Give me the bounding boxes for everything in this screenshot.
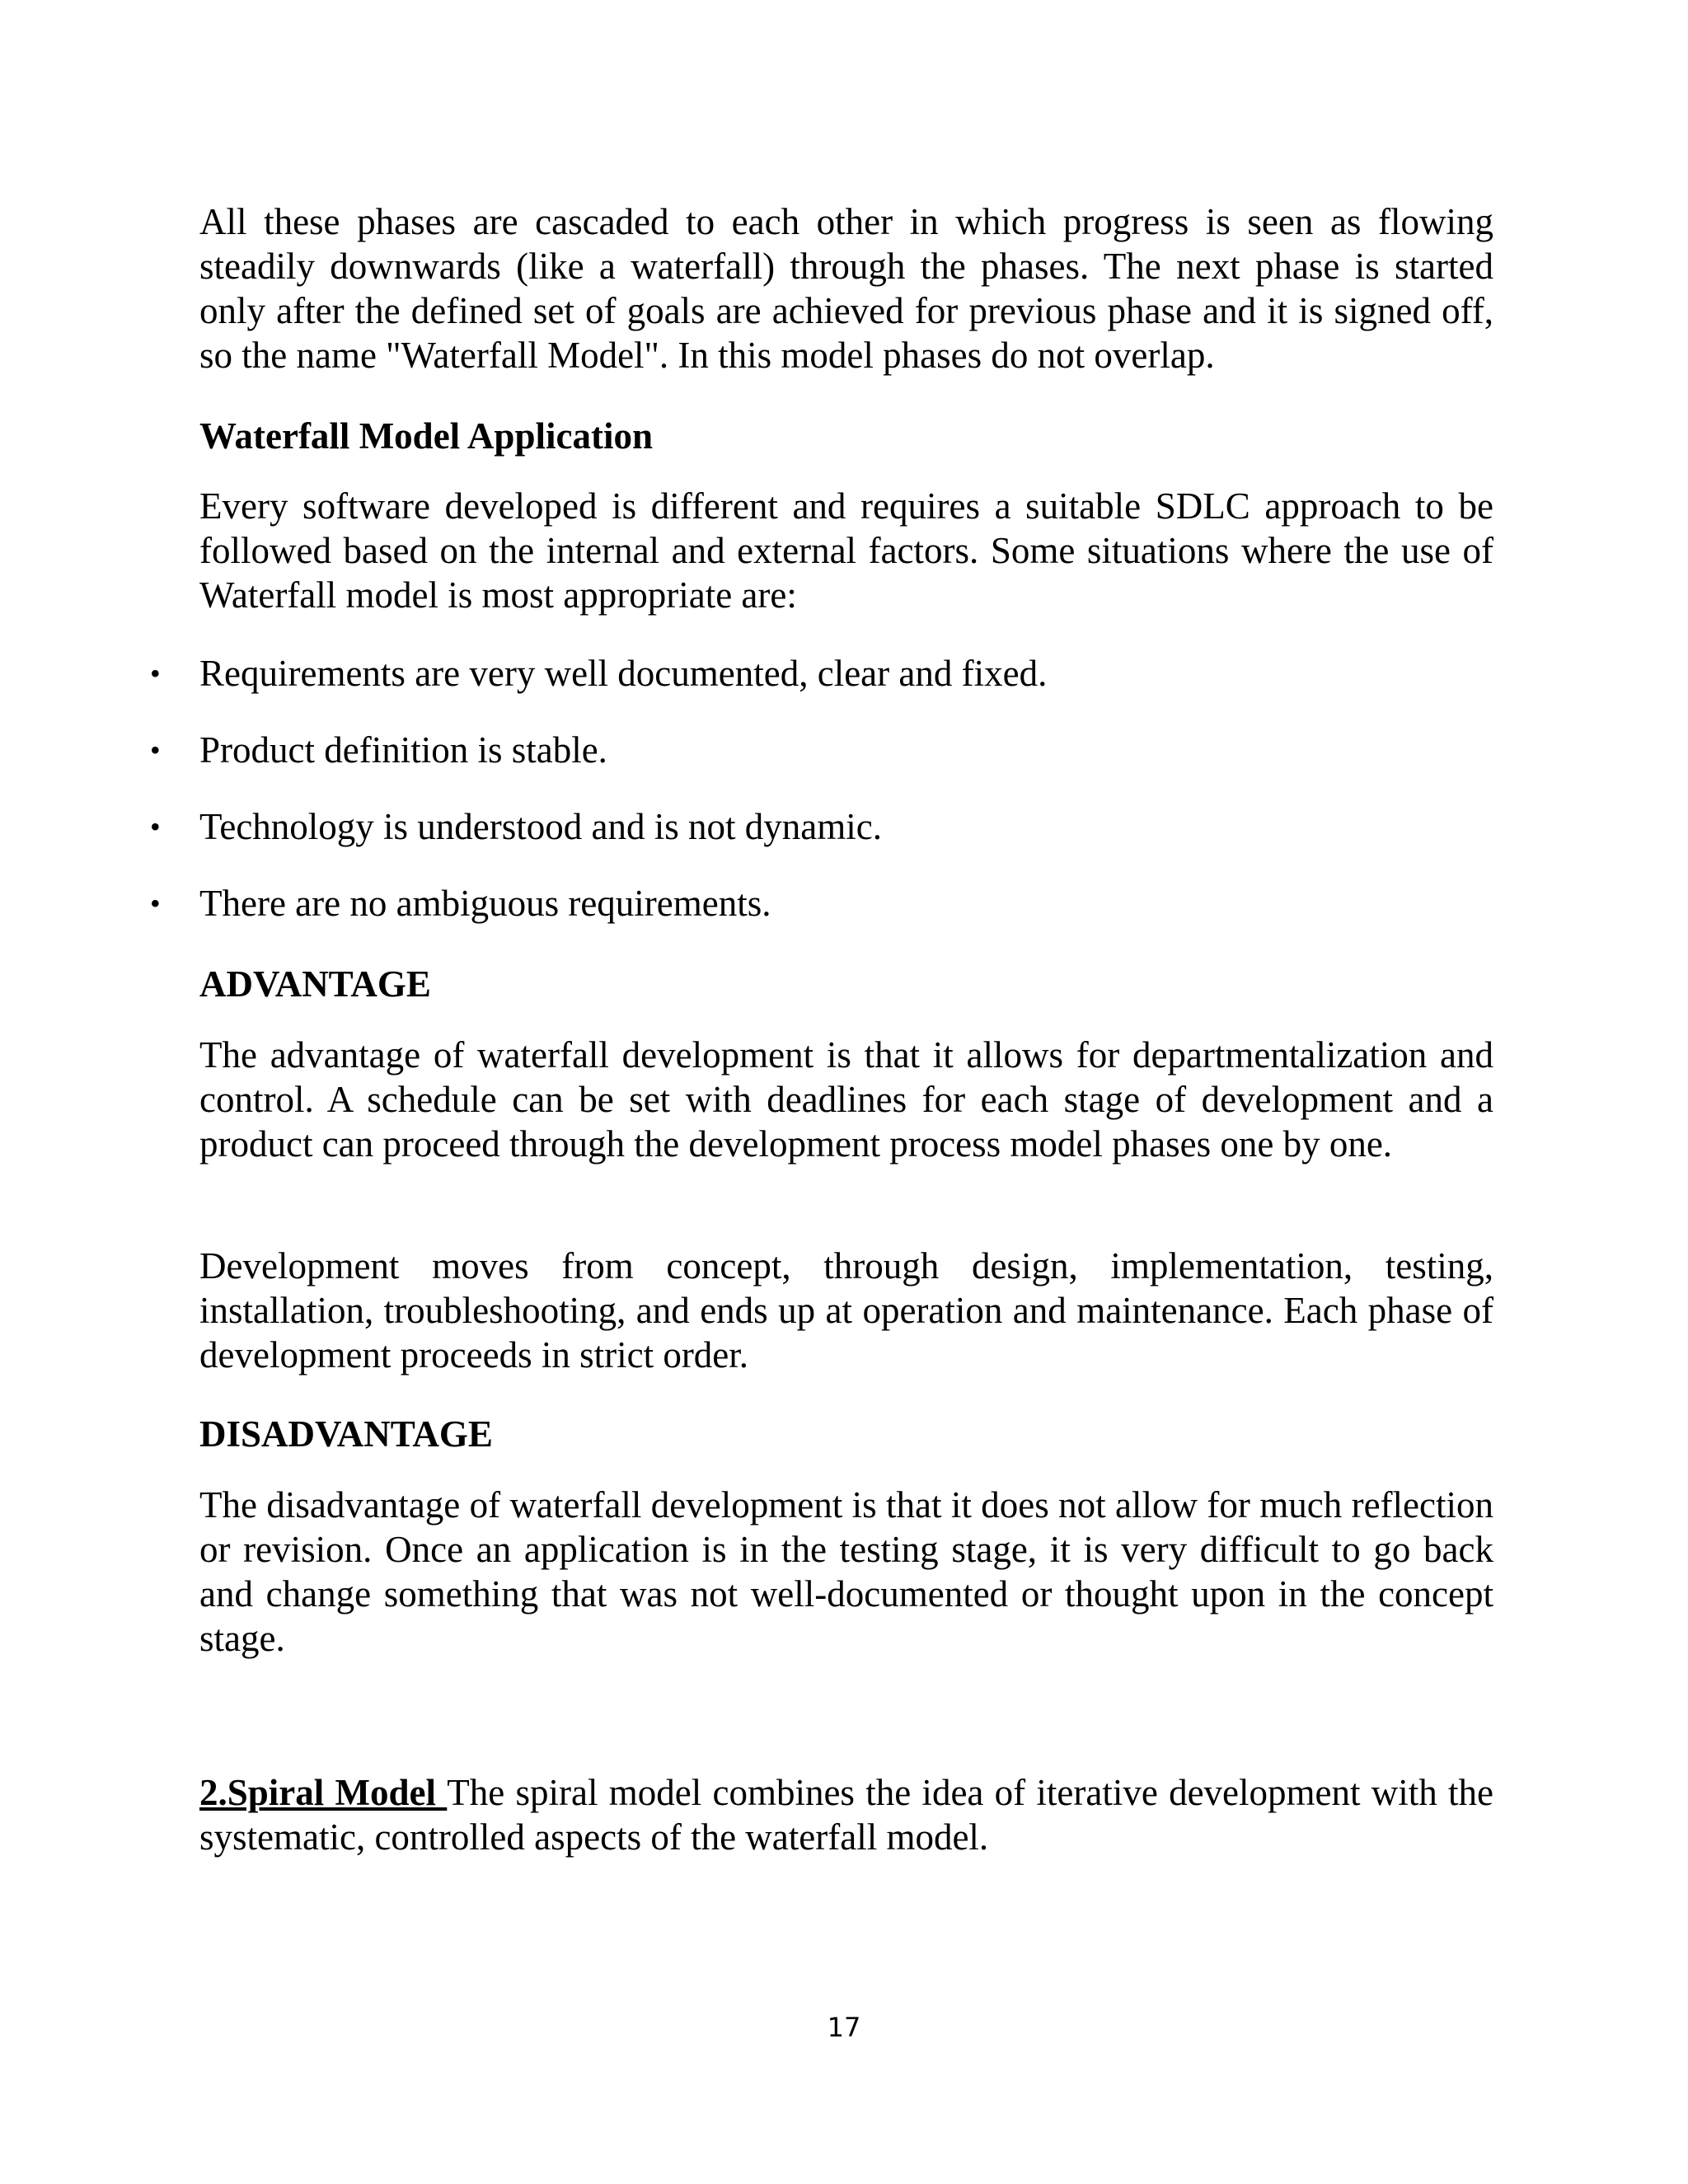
- bullet-icon: •: [150, 657, 161, 690]
- bullet-icon: •: [150, 810, 161, 843]
- application-heading: Waterfall Model Application: [199, 415, 653, 457]
- spiral-paragraph: [199, 1770, 1493, 1859]
- bullet-text: There are no ambiguous requirements.: [199, 883, 771, 924]
- spiral-model-title: 2.Spiral Model: [199, 1772, 448, 1813]
- advantage-paragraph-2: Development moves from concept, through design, implementation, testing, installation, troubleshooting, and ends up at operation and maintenance. Each phase of development proceeds in strict order.: [199, 1245, 1493, 1376]
- spiral-model-text: The spiral model combines the idea of iterative development with the systematic, controlled aspects of the waterfall model.: [199, 1772, 1493, 1858]
- advantage-paragraph-1: The advantage of waterfall development is that it allows for departmentalization and control. A schedule can be set with deadlines for each stage of development and a product can proceed through the development process model phases one by one.: [199, 1034, 1493, 1165]
- application-paragraph: Every software developed is different and requires a suitable SDLC approach to be followed based on the internal and external factors. Some situations where the use of Waterfall model is most appropriate are:: [199, 485, 1493, 616]
- advantage-heading: ADVANTAGE: [199, 963, 431, 1005]
- disadvantage-heading: DISADVANTAGE: [199, 1413, 493, 1455]
- bullet-icon: •: [150, 887, 161, 920]
- bullet-text: Product definition is stable.: [199, 729, 607, 771]
- intro-paragraph: All these phases are cascaded to each other in which progress is seen as flowing steadily downwards (like a waterfall) through the phases. The next phase is started only after the defined set of goals are achieved for previous phase and it is signed off, so the name "Waterfall Model". In this model phases do not overlap.: [199, 201, 1493, 376]
- bullet-text: Technology is understood and is not dynamic.: [199, 806, 882, 847]
- bullet-text: Requirements are very well documented, clear and fixed.: [199, 653, 1048, 694]
- disadvantage-paragraph: The disadvantage of waterfall development is that it does not allow for much reflection or revision. Once an application is in the testing stage, it is very difficult to go back and change something that was not well-documented or thought upon in the concept stage.: [199, 1484, 1493, 1659]
- bullet-icon: •: [150, 733, 161, 766]
- page-number: 17: [827, 2012, 861, 2043]
